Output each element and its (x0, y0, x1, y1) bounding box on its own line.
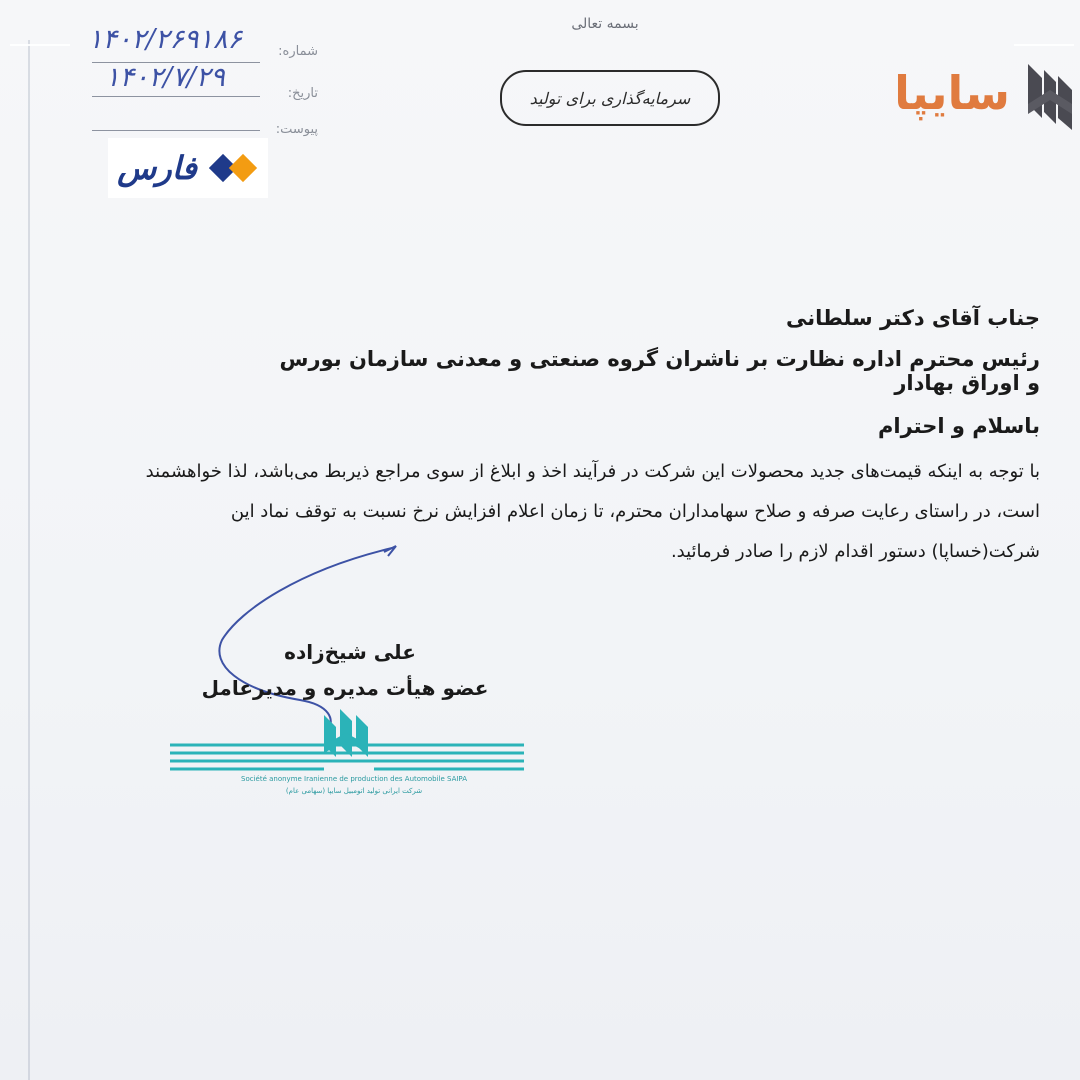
signatory-name: علی شیخ‌زاده (284, 640, 416, 664)
letter-date: ۱۴۰۲/۷/۲۹ (105, 62, 225, 93)
attachment-label: پیوست: (275, 122, 318, 137)
greeting: باسلام و احترام (878, 414, 1040, 438)
stamp-line-latin: Société anonyme Iranienne de production des Automobile SAIPA (241, 775, 467, 783)
addressee-name: جناب آقای دکتر سلطانی (785, 306, 1040, 330)
signatory-title: عضو هیأت مدیره و مدیرعامل (201, 676, 489, 700)
fars-watermark-text: فارس (117, 149, 197, 187)
besmellah: بسمه تعالی (571, 16, 639, 32)
slogan-text: سرمایه‌گذاری برای تولید (529, 88, 691, 108)
addressee-title: رئیس محترم اداره نظارت بر ناشران گروه صنعتی و معدنی سازمان بورس و اوراق بهادار (279, 347, 1040, 395)
number-label: شماره: (278, 44, 318, 59)
letter-number: ۱۴۰۲/۲۶۹۱۸۶ (87, 24, 243, 55)
date-label: تاریخ: (287, 86, 318, 101)
letter-body: با توجه به اینکه قیمت‌های جدید محصولات این شرکت در فرآیند اخذ و ابلاغ از سوی مراجع ذیربط می‌باشد، لذا خواهشمند است، در راستای رعایت صرفه و صلاح سهامداران محترم، تا زمان اعلام افزایش نرخ نسبت به توقف نماد این شرکت(خساپا) دستور اقدام لازم را صادر فرمائید. (145, 461, 1040, 562)
company-stamp (164, 705, 530, 797)
stamp-line-persian: شرکت ایرانی تولید اتومبیل سایپا (سهامی عام) (285, 787, 423, 795)
saipa-logo-text: سایپا (894, 66, 1010, 120)
